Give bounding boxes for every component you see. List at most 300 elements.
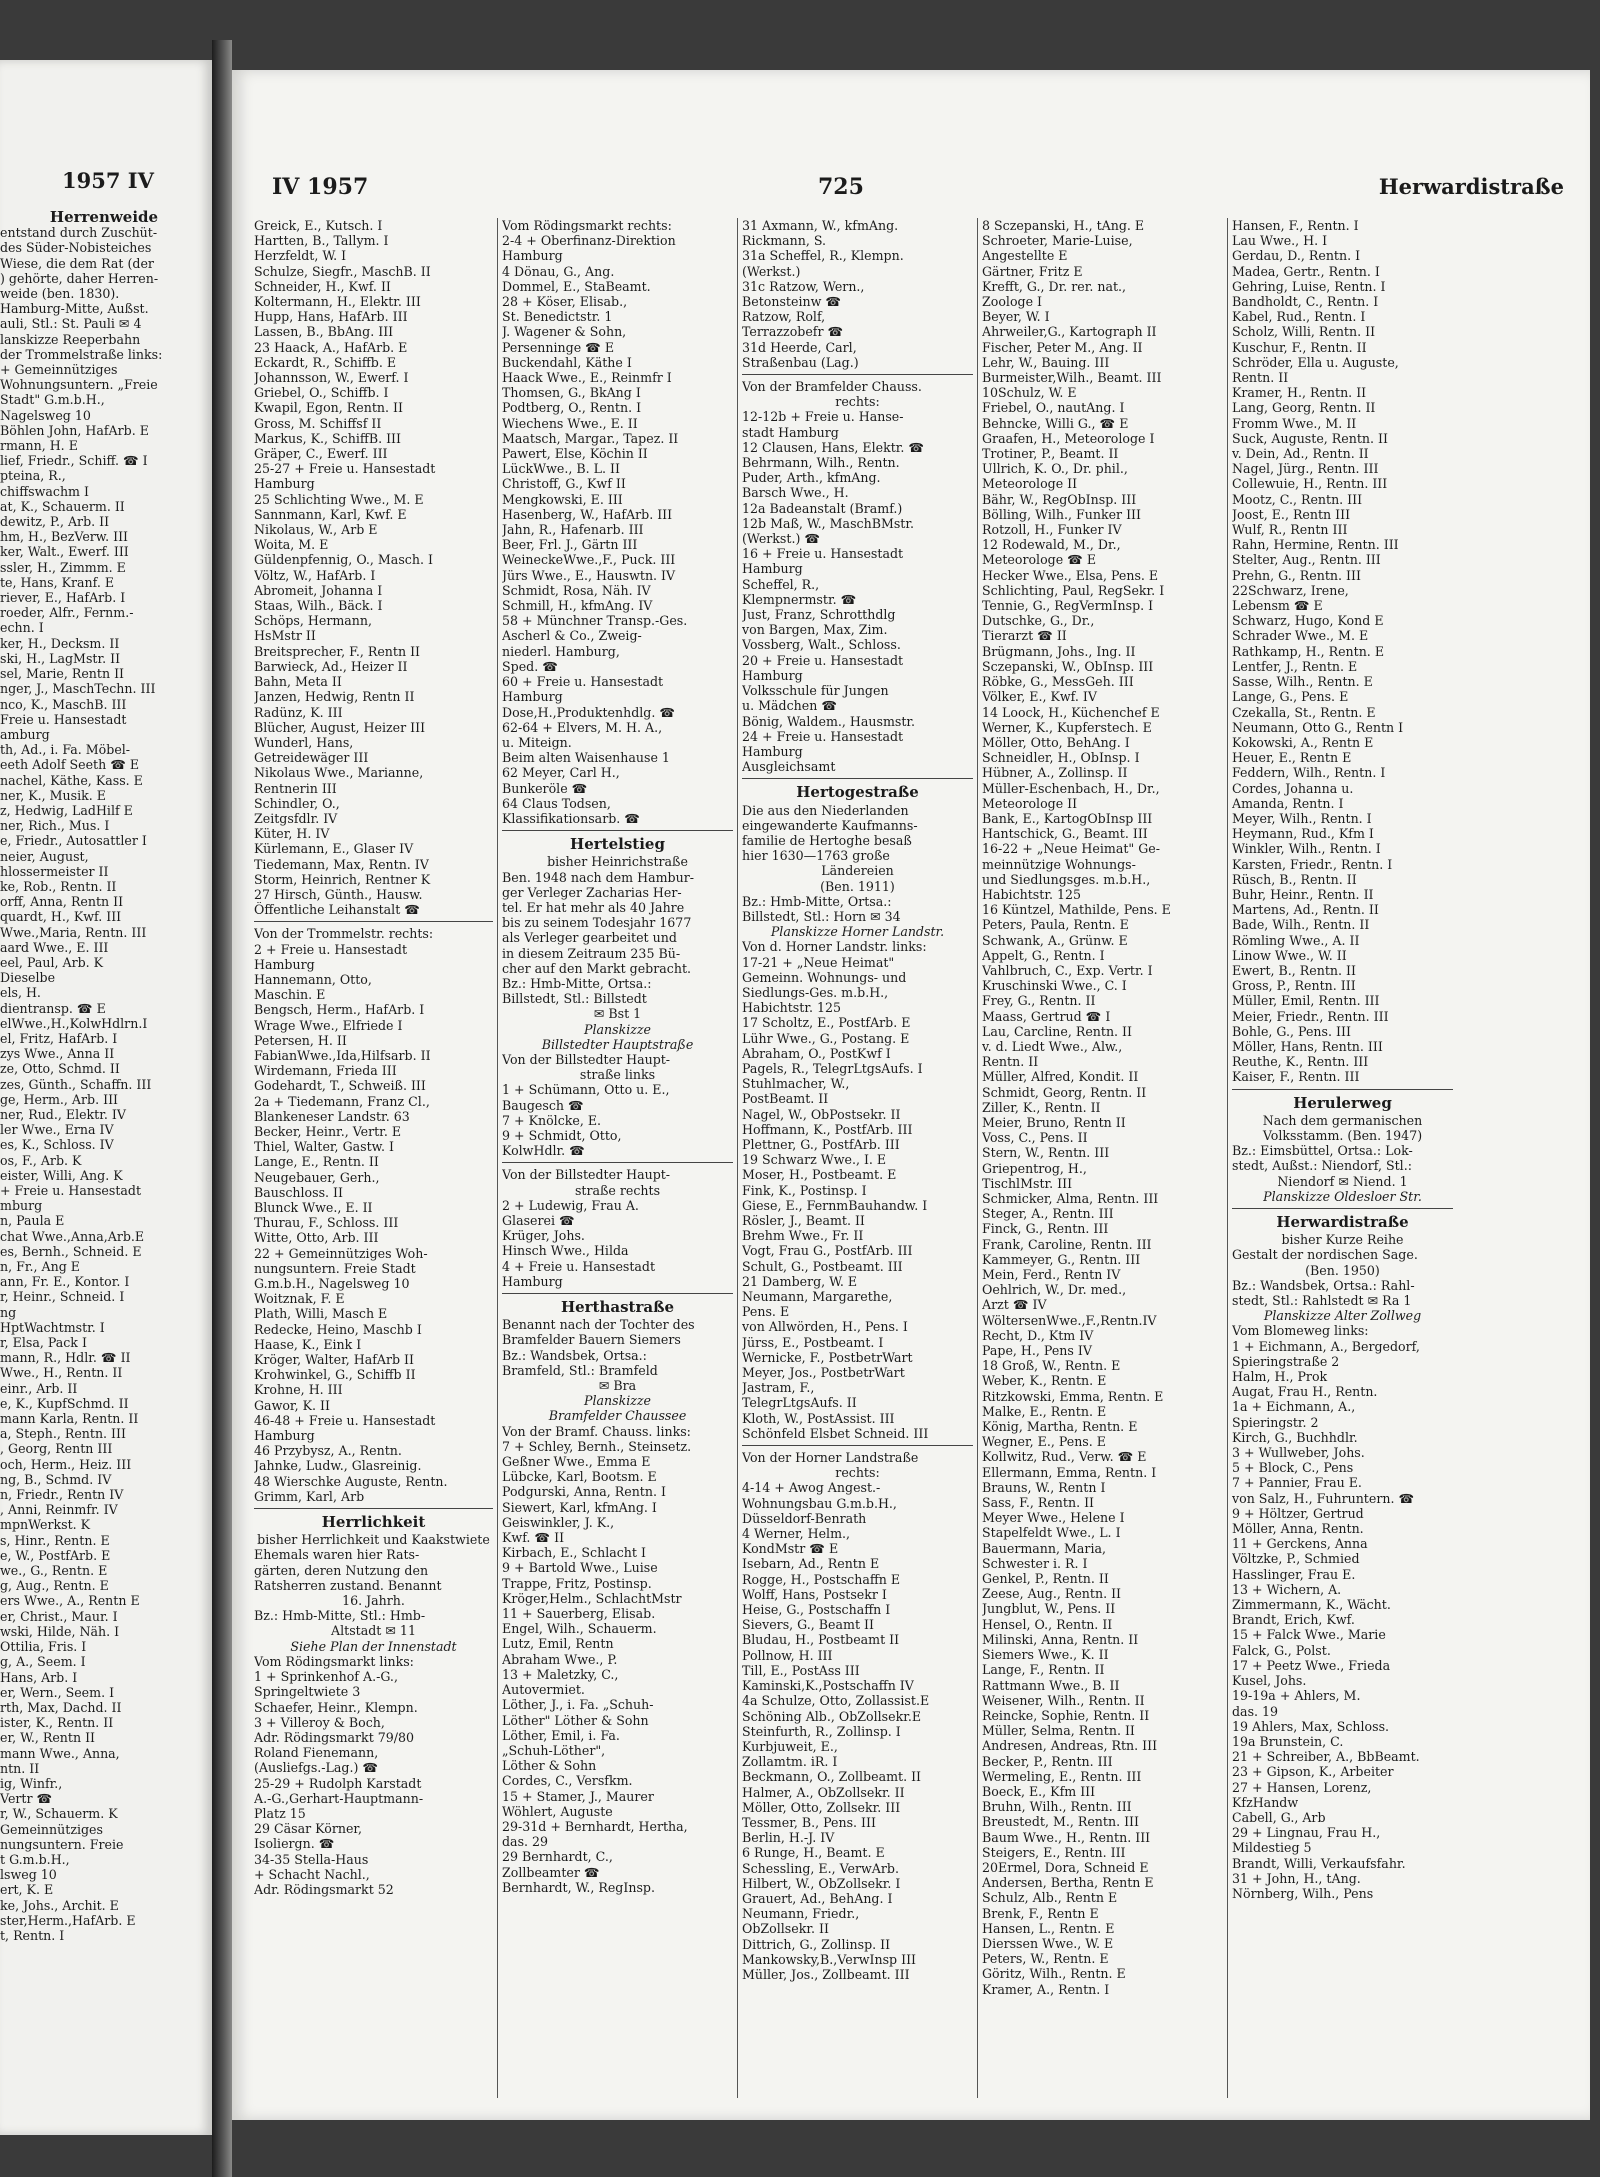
directory-entry: 22Schwarz, Irene,: [1232, 582, 1349, 598]
directory-entry: ski, H., LagMstr. II: [0, 650, 121, 666]
directory-entry: Meteorologe II: [982, 476, 1078, 492]
directory-entry: Behncke, Willi G., ☎ E: [982, 415, 1129, 431]
directory-entry: els, H.: [0, 985, 41, 1001]
plan-reference: Planskizze Horner Landstr.: [770, 924, 945, 940]
directory-entry: Janzen, Hedwig, Rentn II: [254, 689, 415, 705]
directory-entry: Isoliergn. ☎: [254, 1836, 335, 1852]
directory-entry: Vahlbruch, C., Exp. Vertr. I: [982, 962, 1153, 978]
directory-entry: Nikolaus, W., Arb E: [254, 522, 378, 538]
directory-entry: Joost, E., Rentn III: [1232, 506, 1351, 522]
directory-entry: TischlMstr. III: [982, 1175, 1073, 1191]
directory-entry: Schmicker, Alma, Rentn. III: [982, 1191, 1159, 1206]
section-divider: [1232, 1089, 1453, 1090]
directory-entry: Müller, Emil, Rentn. III: [1232, 993, 1380, 1009]
directory-entry: WeineckeWwe.,F., Puck. III: [502, 552, 676, 568]
directory-entry: Meier, Friedr., Rentn. III: [1232, 1008, 1389, 1024]
directory-entry: ann, Fr. E., Kontor. I: [0, 1274, 130, 1290]
directory-entry: Freie u. Hansestadt: [0, 711, 127, 727]
directory-entry: 19 Ahlers, Max, Schloss.: [1232, 1718, 1390, 1734]
directory-entry: Wohnungsbau G.m.b.H.,: [742, 1495, 897, 1511]
directory-entry: Bramfelder Bauern Siemers: [502, 1332, 681, 1348]
street-heading: Hertelstieg: [570, 837, 665, 853]
directory-entry: Scheffel, R.,: [742, 576, 820, 592]
directory-entry: 9 + Schmidt, Otto,: [502, 1127, 622, 1143]
street-heading: Herulerweg: [1293, 1095, 1392, 1111]
directory-entry: e, K., KupfSchmd. II: [0, 1395, 129, 1411]
directory-entry: Puder, Arth., kfmAng.: [742, 470, 881, 486]
directory-entry: Barwieck, Ad., Heizer II: [254, 658, 408, 674]
directory-entry: Hilbert, W., ObZollsekr. I: [742, 1875, 901, 1891]
directory-entry: Müller, Jos., Zollbeamt. III: [742, 1966, 910, 1982]
directory-entry: 15 + Stamer, J., Maurer: [502, 1788, 654, 1804]
directory-entry: Heymann, Rud., Kfm I: [1232, 826, 1374, 842]
directory-entry: 12 Clausen, Hans, Elektr. ☎: [742, 439, 925, 455]
directory-entry: Bz.: Hmb-Mitte, Ortsa.:: [742, 893, 892, 909]
directory-entry: ng: [0, 1304, 17, 1320]
directory-entry: Ratsherren zustand. Benannt: [254, 1577, 442, 1593]
directory-entry: 9 + Höltzer, Gertrud: [1232, 1505, 1364, 1521]
directory-entry: Bade, Wilh., Rentn. II: [1232, 917, 1370, 933]
directory-entry: 48 Wierschke Auguste, Rentn.: [254, 1473, 448, 1489]
directory-entry: A.-G.,Gerhart-Hauptmann-: [254, 1790, 424, 1806]
directory-entry: Krüger, Johs.: [502, 1228, 585, 1244]
directory-entry: Appelt, G., Rentn. I: [982, 947, 1105, 963]
directory-entry: Schmidt, Rosa, Näh. IV: [502, 582, 651, 598]
section-divider: [502, 1162, 733, 1163]
directory-entry: Stern, W., Rentn. III: [982, 1145, 1110, 1161]
right-page: [232, 70, 1590, 2120]
directory-entry: Lau, Carcline, Rentn. II: [982, 1023, 1133, 1039]
directory-entry: Dose,H.,Produktenhdlg. ☎: [502, 704, 676, 720]
directory-entry: Möller, Anna, Rentn.: [1232, 1521, 1364, 1537]
directory-entry: Suck, Auguste, Rentn. II: [1232, 430, 1388, 446]
directory-entry: Dommel, E., StaBeamt.: [502, 278, 651, 294]
directory-entry: 31 + John, H., tAng.: [1232, 1870, 1361, 1886]
directory-entry: Küter, H. IV: [254, 826, 330, 842]
directory-entry: Blunck Wwe., E. II: [254, 1200, 373, 1215]
directory-entry: Ratzow, Rolf,: [742, 309, 826, 325]
directory-entry: a, Steph., Rentn. III: [0, 1426, 126, 1442]
plan-reference: Siehe Plan der Innenstadt: [290, 1638, 457, 1654]
directory-entry: Bramfeld, Stl.: Bramfeld: [502, 1362, 658, 1378]
directory-entry: Brügmann, Johs., Ing. II: [982, 643, 1136, 659]
directory-entry: 25 Schlichting Wwe., M. E: [254, 491, 424, 507]
directory-entry: Wernicke, F., PostbetrWart: [742, 1349, 913, 1365]
directory-entry: Wohnungsuntern. „Freie: [0, 377, 158, 393]
directory-entry: ker, H., Decksm. II: [0, 635, 120, 651]
directory-entry: 62-64 + Elvers, M. H. A.,: [502, 719, 663, 735]
directory-entry: chiffswachm I: [0, 483, 89, 499]
directory-entry: stedt, Außst.: Niendorf, Stl.:: [1232, 1158, 1412, 1174]
directory-entry: eingewanderte Kaufmanns-: [742, 817, 918, 833]
directory-entry: Von der Billstedter Haupt-: [502, 1051, 671, 1067]
directory-entry: Wiechens Wwe., E. II: [502, 415, 638, 431]
section-divider: [254, 921, 493, 922]
directory-entry: Bank, E., KartogObInsp III: [982, 810, 1153, 826]
directory-entry: Nikolaus Wwe., Marianne,: [254, 765, 424, 781]
directory-entry: Nörnberg, Wilh., Pens: [1232, 1885, 1374, 1901]
directory-entry: 19 Schwarz Wwe., I. E: [742, 1152, 887, 1168]
directory-entry: Jürss, E., Postbeamt. I: [742, 1334, 884, 1350]
directory-entry: Von der Horner Landstraße: [742, 1450, 919, 1466]
directory-entry: Hartten, B., Tallym. I: [254, 233, 389, 249]
directory-entry: von Bargen, Max, Zim.: [742, 622, 888, 638]
directory-entry: Jahnke, Ludw., Glasreinig.: [254, 1458, 422, 1474]
directory-entry: mann Karla, Rentn. II: [0, 1411, 139, 1427]
directory-entry: Czekalla, St., Rentn. E: [1232, 704, 1376, 720]
directory-entry: Boeck, E., Kfm III: [982, 1783, 1096, 1799]
directory-entry: Neumann, Otto G., Rentn I: [1232, 719, 1404, 735]
directory-entry: Kaminski,K.,Postschaffn IV: [742, 1678, 914, 1694]
directory-entry: Lange, E., Rentn. II: [254, 1154, 379, 1170]
directory-entry: Löther, Emil, i. Fa.: [502, 1727, 620, 1743]
directory-entry: Breustedt, M., Rentn. III: [982, 1814, 1139, 1830]
directory-entry: 16-22 + „Neue Heimat" Ge-: [982, 841, 1160, 857]
directory-entry: Johannsson, W., Ewerf. I: [254, 370, 409, 386]
directory-entry: ke, Johs., Archit. E: [0, 1897, 119, 1913]
section-divider: [742, 374, 973, 375]
directory-entry: 21 + Schreiber, A., BbBeamt.: [1232, 1749, 1420, 1765]
directory-entry: n, Fr., Ang E: [0, 1259, 80, 1275]
directory-entry: Kwapil, Egon, Rentn. II: [254, 400, 403, 416]
directory-entry: Burmeister,Wilh., Beamt. III: [982, 370, 1162, 386]
directory-entry: bis zu seinem Todesjahr 1677: [502, 915, 692, 931]
directory-entry: cher auf den Markt gebracht.: [502, 960, 692, 976]
directory-entry: Friebel, O., nautAng. I: [982, 400, 1125, 416]
directory-entry: Ellermann, Emma, Rentn. I: [982, 1464, 1157, 1480]
directory-entry: Stuhlmacher, W.,: [742, 1076, 850, 1092]
directory-entry: Jürs Wwe., E., Hauswtn. IV: [502, 567, 676, 583]
directory-entry: meinnützige Wohnungs-: [982, 856, 1136, 872]
directory-entry: lsweg 10: [0, 1867, 57, 1883]
directory-entry: Weisener, Wilh., Rentn. II: [982, 1692, 1145, 1708]
directory-entry: Hensel, O., Rentn. II: [982, 1616, 1113, 1632]
directory-entry: Thiel, Walter, Gastw. I: [254, 1139, 394, 1155]
directory-entry: Petersen, H. II: [254, 1032, 347, 1048]
directory-entry: rechts:: [835, 1465, 880, 1481]
directory-entry: r, W., Schauerm. K: [0, 1806, 118, 1822]
directory-entry: Adr. Rödingsmarkt 52: [254, 1881, 394, 1897]
directory-entry: Brandt, Willi, Verkaufsfahr.: [1232, 1855, 1406, 1871]
directory-entry: Moser, H., Postbeamt. E: [742, 1167, 897, 1183]
directory-entry: u. Mädchen ☎: [742, 698, 838, 714]
directory-entry: 3 + Villeroy & Boch,: [254, 1714, 385, 1730]
directory-entry: Krefft, G., Dr. rer. nat.,: [982, 278, 1127, 294]
directory-entry: 16 Küntzel, Mathilde, Pens. E: [982, 902, 1171, 918]
directory-entry: Bunkeröle ☎: [502, 780, 588, 796]
directory-entry: Sievers, G., Beamt II: [742, 1617, 874, 1633]
directory-entry: 64 Claus Todsen,: [502, 795, 611, 811]
directory-entry: Genkel, P., Rentn. II: [982, 1571, 1109, 1587]
directory-entry: Abromeit, Johanna I: [254, 582, 383, 598]
directory-entry: Brandt, Erich, Kwf.: [1232, 1612, 1355, 1628]
directory-entry: Nagel, Jürg., Rentn. III: [1232, 461, 1379, 477]
directory-entry: Gemeinnütziges: [0, 1821, 103, 1837]
directory-entry: zes, Günth., Schaffn. III: [0, 1076, 152, 1092]
plan-reference: Planskizze: [584, 1021, 651, 1037]
directory-entry: Milinski, Anna, Rentn. II: [982, 1631, 1139, 1647]
directory-entry: 2 + Freie u. Hansestadt: [254, 941, 408, 957]
directory-entry: Radünz, K. III: [254, 704, 343, 720]
directory-entry: Neumann, Margarethe,: [742, 1289, 893, 1305]
directory-entry: Wwe., H., Rentn. II: [0, 1365, 123, 1381]
directory-entry: Von der Billstedter Haupt-: [502, 1167, 671, 1183]
directory-entry: 2-4 + Oberfinanz-Direktion: [502, 233, 676, 249]
directory-entry: Adr. Rödingsmarkt 79/80: [254, 1729, 415, 1745]
directory-entry: + Gemeinnütziges: [0, 362, 118, 378]
directory-entry: Oehlrich, W., Dr. med.,: [982, 1282, 1127, 1298]
directory-entry: Benannt nach der Tochter des: [502, 1317, 695, 1333]
directory-entry: Pollnow, H. III: [742, 1647, 833, 1663]
directory-entry: ner, Rud., Elektr. IV: [0, 1106, 126, 1122]
directory-entry: Wrage Wwe., Elfriede I: [254, 1017, 403, 1033]
directory-entry: gärten, deren Nutzung den: [254, 1562, 429, 1578]
directory-entry: Dierssen Wwe., W. E: [982, 1935, 1114, 1951]
directory-entry: Schroeter, Marie-Luise,: [982, 233, 1133, 249]
directory-entry: hm, H., BezVerw. III: [0, 529, 129, 545]
directory-entry: 1a + Eichmann, A.,: [1232, 1399, 1356, 1415]
directory-entry: eel, Paul, Arb. K: [0, 954, 104, 970]
left-page-header: 1957 IV: [62, 168, 154, 193]
directory-entry: Peters, W., Rentn. E: [982, 1951, 1109, 1967]
directory-entry: PostBeamt. II: [742, 1091, 829, 1107]
directory-entry: mpnWerkst. K: [0, 1517, 91, 1533]
directory-entry: 12-12b + Freie u. Hanse-: [742, 409, 904, 425]
directory-entry: HptWachtmstr. I: [0, 1319, 105, 1335]
directory-entry: das. 19: [1232, 1703, 1279, 1719]
directory-entry: familie de Hertoghe besaß: [742, 832, 912, 848]
directory-entry: 7 + Pannier, Frau E.: [1232, 1475, 1362, 1491]
directory-entry: Halmer, A., ObZollsekr. II: [742, 1784, 905, 1800]
directory-entry: Rentnerin III: [254, 780, 337, 796]
directory-entry: Bölling, Wilh., Funker III: [982, 506, 1141, 522]
directory-entry: Tiedemann, Max, Rentn. IV: [254, 856, 429, 872]
directory-entry: Göritz, Wilh., Rentn. E: [982, 1966, 1126, 1982]
directory-entry: Beckmann, O., Zollbeamt. II: [742, 1769, 922, 1785]
page-number: 725: [818, 174, 864, 200]
directory-entry: 12a Badeanstalt (Bramf.): [742, 500, 903, 516]
directory-entry: Löther, J., i. Fa. „Schuh-: [502, 1697, 654, 1713]
directory-entry: Breitsprecher, F., Rentn II: [254, 643, 421, 659]
directory-entry: Reuthe, K., Rentn. III: [1232, 1054, 1369, 1070]
directory-entry: Rogge, H., Postschaffn E: [742, 1571, 901, 1587]
directory-entry: wski, Hilde, Näh. I: [0, 1623, 120, 1639]
plan-reference: Billstedter Hauptstraße: [541, 1036, 694, 1052]
directory-entry: e, W., PostfArb. E: [0, 1547, 111, 1563]
directory-entry: Kwf. ☎ II: [502, 1530, 565, 1546]
directory-entry: Bz.: Hmb-Mitte, Stl.: Hmb-: [254, 1608, 426, 1624]
directory-entry: Dieselbe: [0, 970, 56, 986]
directory-entry: 20 + Freie u. Hansestadt: [742, 652, 904, 668]
directory-entry: Mankowsky,B.,VerwInsp III: [742, 1951, 917, 1967]
directory-entry: Plettner, G., PostfArb. III: [742, 1136, 900, 1152]
directory-entry: 19a Brunstein, C.: [1232, 1733, 1344, 1749]
directory-entry: Hübner, A., Zollinsp. II: [982, 765, 1128, 781]
directory-entry: es, Bernh., Schneid. E: [0, 1243, 142, 1259]
directory-entry: Storm, Heinrich, Rentner K: [254, 871, 431, 887]
directory-entry: Kramer, A., Rentn. I: [982, 1981, 1110, 1997]
directory-entry: Engel, Wilh., Schauerm.: [502, 1621, 657, 1637]
directory-entry: e, Friedr., Autosattler I: [0, 833, 147, 849]
directory-entry: ssler, H., Zimmm. E: [0, 559, 126, 575]
directory-entry: Altstadt ✉ 11: [331, 1623, 416, 1639]
directory-entry: Blankeneser Landstr. 63: [254, 1108, 410, 1124]
directory-entry: dewitz, P., Arb. II: [0, 514, 110, 530]
directory-entry: Sped. ☎: [502, 658, 558, 674]
directory-entry: Siewert, Karl, kfmAng. I: [502, 1499, 657, 1515]
directory-entry: Schwank, A., Grünw. E: [982, 932, 1128, 948]
directory-entry: Lang, Georg, Rentn. II: [1232, 400, 1376, 416]
directory-entry: nungsuntern. Freie Stadt: [254, 1260, 416, 1276]
directory-entry: g, Aug., Rentn. E: [0, 1578, 109, 1594]
directory-entry: Bludau, H., Postbeamt II: [742, 1632, 900, 1648]
directory-entry: Voss, C., Pens. II: [982, 1130, 1088, 1146]
directory-entry: 58 + Münchner Transp.-Ges.: [502, 613, 688, 629]
section-divider: [1232, 1208, 1453, 1209]
directory-entry: der Trommelstraße links:: [0, 346, 163, 362]
directory-entry: nger, J., MaschTechn. III: [0, 681, 156, 697]
directory-entry: Kuschur, F., Rentn. II: [1232, 339, 1367, 355]
directory-entry: v. d. Liedt Wwe., Alw.,: [982, 1038, 1123, 1054]
directory-entry: Völtzke, P., Schmied: [1232, 1551, 1360, 1567]
directory-entry: Betonsteinw ☎: [742, 294, 842, 310]
directory-entry: Buhr, Heinr., Rentn. II: [1232, 886, 1374, 902]
directory-entry: 21 Damberg, W. E: [742, 1273, 858, 1289]
directory-entry: , Anni, Reinmfr. IV: [0, 1502, 118, 1518]
directory-entry: Kruschinski Wwe., C. I: [982, 978, 1127, 994]
directory-entry: Cordes, Johanna u.: [1232, 780, 1354, 796]
directory-entry: Schaefer, Heinr., Klempn.: [254, 1699, 418, 1715]
directory-entry: Markus, K., SchiffB. III: [254, 430, 402, 446]
directory-entry: 13 + Maletzky, C.,: [502, 1666, 619, 1682]
directory-entry: 8 Sczepanski, H., tAng. E: [982, 218, 1145, 233]
plan-reference: Bramfelder Chaussee: [548, 1408, 687, 1424]
directory-entry: Peters, Paula, Rentn. E: [982, 917, 1129, 933]
directory-entry: Lehr, W., Bauing. III: [982, 354, 1110, 370]
street-heading: Hertogestraße: [796, 785, 919, 801]
directory-entry: Rüsch, B., Rentn. II: [1232, 871, 1357, 887]
directory-entry: St. Benedictstr. 1: [502, 309, 613, 325]
directory-entry: Kammeyer, G., Rentn. III: [982, 1251, 1141, 1267]
directory-entry: ster,Herm.,HafArb. E: [0, 1912, 136, 1928]
directory-entry: Prehn, G., Rentn. III: [1232, 567, 1361, 583]
directory-entry: Müller-Eschenbach, H., Dr.,: [982, 780, 1160, 796]
directory-entry: eeth Adolf Seeth ☎ E: [0, 757, 140, 773]
directory-entry: te, Hans, Kranf. E: [0, 574, 115, 590]
directory-entry: 4-14 + Awog Angest.-: [742, 1480, 881, 1496]
directory-entry: Herzfeldt, W. I: [254, 248, 347, 264]
directory-entry: 25-29 + Rudolph Karstadt: [254, 1775, 422, 1791]
directory-entry: Redecke, Heino, Maschb I: [254, 1321, 422, 1337]
directory-entry: Mengkowski, E. III: [502, 491, 623, 507]
directory-entry: Maass, Gertrud ☎ I: [982, 1008, 1111, 1024]
directory-entry: Pawert, Else, Köchin II: [502, 446, 648, 462]
directory-entry: v. Dein, Ad., Rentn. II: [1232, 446, 1369, 462]
directory-entry: Bz.: Hmb-Mitte, Ortsa.:: [502, 975, 652, 991]
directory-entry: LückWwe., B. L. II: [502, 461, 620, 477]
directory-entry: Persenninge ☎ E: [502, 339, 615, 355]
directory-entry: Wermeling, E., Rentn. III: [982, 1768, 1142, 1784]
directory-entry: Sass, F., Rentn. II: [982, 1495, 1095, 1511]
directory-entry: Behrmann, Wilh., Rentn.: [742, 455, 900, 471]
directory-entry: Hansen, F., Rentn. I: [1232, 218, 1359, 233]
street-heading: Herwardistraße: [1276, 1215, 1409, 1231]
directory-entry: Siemers Wwe., K. II: [982, 1647, 1109, 1663]
directory-entry: Podtberg, O., Rentn. I: [502, 400, 642, 416]
directory-entry: Bernhardt, W., RegInsp.: [502, 1879, 655, 1895]
directory-entry: Schessling, E., VerwArb.: [742, 1860, 899, 1876]
directory-entry: Griepentrog, H.,: [982, 1160, 1087, 1176]
directory-entry: von Salz, H., Fuhruntern. ☎: [1232, 1490, 1415, 1506]
directory-entry: Bauermann, Maria,: [982, 1540, 1106, 1556]
directory-entry: Schindler, O.,: [254, 795, 340, 811]
directory-entry: 4 + Freie u. Hansestadt: [502, 1258, 656, 1274]
directory-entry: Völtz, W., HafArb. I: [254, 567, 376, 583]
directory-entry: ig, Winfr.,: [0, 1775, 63, 1791]
directory-entry: Gawor, K. II: [254, 1397, 330, 1413]
directory-entry: tel. Er hat mehr als 40 Jahre: [502, 899, 685, 915]
directory-entry: Schulz, Alb., Rentn E: [982, 1890, 1118, 1906]
directory-entry: (Ben. 1911): [820, 878, 895, 894]
directory-entry: Zeitgsfdlr. IV: [254, 810, 338, 826]
directory-entry: Bz.: Eimsbüttel, Ortsa.: Lok-: [1232, 1143, 1413, 1159]
directory-entry: Brauns, W., Rentn I: [982, 1479, 1106, 1495]
directory-entry: 34-35 Stella-Haus: [254, 1851, 369, 1867]
directory-entry: Neugebauer, Gerh.,: [254, 1169, 380, 1185]
directory-entry: Rösler, J., Beamt. II: [742, 1213, 865, 1228]
directory-entry: Ascherl & Co., Zweig-: [502, 628, 642, 644]
directory-entry: Wiese, die dem Rat (der: [0, 255, 154, 271]
directory-entry: als Verleger gearbeitet und: [502, 930, 677, 946]
directory-entry: Jungblut, W., Pens. II: [982, 1601, 1116, 1617]
directory-entry: 12 Rodewald, M., Dr.,: [982, 537, 1121, 553]
directory-entry: Werner, K., Kupferstech. E: [982, 719, 1152, 735]
directory-entry: ntn. II: [0, 1760, 40, 1776]
directory-entry: Springeltwiete 3: [254, 1684, 361, 1700]
directory-entry: Jahn, R., Hafenarb. III: [502, 522, 644, 538]
directory-entry: echn. I: [0, 620, 44, 636]
directory-entry: Wöhlert, Auguste: [502, 1803, 613, 1819]
directory-entry: Schulze, Siegfr., MaschB. II: [254, 263, 431, 279]
directory-entry: Angestellte E: [982, 248, 1068, 264]
directory-entry: rmann, H. E: [0, 438, 78, 454]
directory-entry: Schneider, H., Kwf. II: [254, 278, 391, 294]
directory-entry: Sasse, Wilh., Rentn. E: [1232, 674, 1373, 690]
directory-entry: Kabel, Rud., Rentn. I: [1232, 309, 1366, 325]
directory-entry: aard Wwe., E. III: [0, 939, 109, 955]
directory-entry: Winkler, Wilh., Rentn. I: [1232, 841, 1381, 857]
directory-entry: Schneidler, H., ObInsp. I: [982, 750, 1140, 766]
directory-entry: 4 Werner, Helm.,: [742, 1526, 851, 1542]
directory-entry: Hannemann, Otto,: [254, 971, 372, 987]
directory-entry: Baugesch ☎: [502, 1097, 584, 1113]
directory-entry: Vom Blomeweg links:: [1232, 1323, 1369, 1339]
directory-entry: Rotzoll, H., Funker IV: [982, 522, 1122, 538]
directory-entry: Barsch Wwe., H.: [742, 485, 849, 501]
directory-entry: „Schuh-Löther",: [502, 1742, 606, 1758]
directory-entry: Roland Fienemann,: [254, 1745, 379, 1761]
directory-entry: Eckardt, R., Schiffb. E: [254, 354, 397, 370]
directory-entry: Christoff, G., Kwf II: [502, 476, 626, 492]
directory-entry: Geßner Wwe., Emma E: [502, 1454, 651, 1470]
directory-entry: Thurau, F., Schloss. III: [254, 1215, 399, 1231]
directory-entry: Isebarn, Ad., Rentn E: [742, 1556, 880, 1572]
directory-entry: Haack Wwe., E., Reinmfr I: [502, 370, 672, 386]
directory-entry: Röbke, G., MessGeh. III: [982, 674, 1134, 690]
directory-entry: Maschin. E: [254, 987, 326, 1003]
street-heading: Herthastraße: [560, 1300, 675, 1316]
directory-entry: 18 Groß, W., Rentn. E: [982, 1358, 1121, 1374]
